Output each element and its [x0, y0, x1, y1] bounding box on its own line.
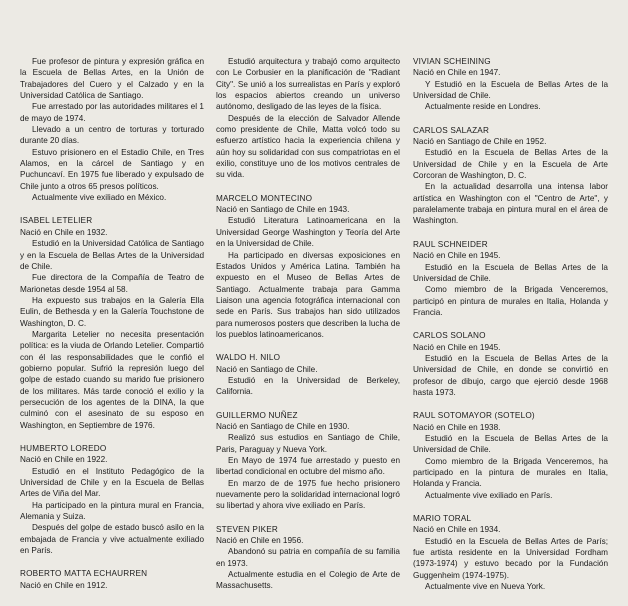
- birth-line: Nació en Chile en 1945.: [413, 342, 501, 352]
- artist-name: CARLOS SALAZAR: [413, 125, 490, 135]
- paragraph: En la actualidad desarrolla una intensa labor artística en Washington con el "Centro de Arte", y paralelamente trabaja en pintura mural en el área de Washington.: [413, 182, 608, 226]
- artist-entry: [413, 513, 608, 592]
- artist-name: MARCELO MONTECINO: [216, 193, 313, 203]
- paragraph: Ha participado en diversas exposiciones en Estados Unidos y América Latina. También ha expuesto en el Museo de Bellas Artes de Santiago. Actualmente trabaja para Gamma Liaison una agencia fotográfica internacional con sede en París. Sus trabajos han sido utilizados para numerosos posters que describen la lucha de los pueblos latinoamericanos.: [216, 250, 400, 339]
- paragraph: Actualmente vive exiliado en París.: [425, 490, 553, 500]
- artist-entry: [216, 524, 400, 592]
- paragraph: Actualmente reside en Londres.: [425, 102, 541, 112]
- paragraph: Estudió en la Universidad de Berkeley, California.: [216, 375, 400, 397]
- paragraph: Estudió Literatura Latinoamericana en la Universidad George Washington y Teoría del Arte en la Universidad de Chile.: [216, 216, 400, 249]
- paragraph: Margarita Letelier no necesita presentación política: es la viuda de Orlando Letelier. Compartió con él las responsabilidades que le confió el gobierno popular. Sufrió la represión luego del golpe de estado cuando su marido fue prisionero de los militares. Más tarde conoció el exilio y la persecución de los agentes de la DINA, la que culminó con el asesinato de su esposo en Washington, en Septiembre de 1976.: [20, 329, 204, 430]
- paragraph: Estudió en la Escuela de Bellas Artes de la Universidad de Chile.: [413, 262, 608, 283]
- birth-line: Nació en Santiago de Chile en 1930.: [216, 421, 350, 431]
- paragraph: Estudió en el Instituto Pedagógico de la Universidad de Chile y en la Escuela de Bellas Artes de Viña del Mar.: [20, 466, 204, 499]
- birth-line: Nació en Chile en 1947.: [413, 68, 501, 78]
- artist-entry: [20, 568, 204, 591]
- paragraph: Abandonó su patria en compañía de su familia en 1973.: [216, 547, 400, 568]
- birth-line: Nació en Santiago de Chile en 1943.: [216, 205, 350, 215]
- birth-line: Nació en Santiago de Chile en 1952.: [413, 137, 547, 147]
- birth-line: Nació en Santiago de Chile.: [216, 364, 318, 374]
- artist-entry: [20, 443, 204, 556]
- paragraph: Estudió en la Universidad Católica de Santiago y en la Escuela de Bellas Artes de la Universidad de Chile.: [20, 239, 204, 271]
- paragraph: Como miembro de la Brigada Venceremos, participó en pintura de murales en Italia, Holanda y Francia.: [413, 285, 608, 317]
- paragraph: Actualmente estudia en el Colegio de Arte de Massachusetts.: [216, 570, 400, 591]
- paragraph: Como miembro de la Brigada Venceremos, ha participado en la pintura de murales en Italia, Holanda y Francia.: [413, 456, 608, 489]
- artist-name: HUMBERTO LOREDO: [20, 444, 107, 453]
- artist-entry: [216, 410, 400, 512]
- paragraph: Estuvo prisionero en el Estadio Chile, en Tres Alamos, en la cárcel de Santiago y en Puchuncaví. En 1975 fue liberado y expulsado de Chile junto a otros 65 presos políticos.: [20, 147, 204, 191]
- paragraph: Y Estudió en la Escuela de Bellas Artes de la Universidad de Chile.: [413, 79, 608, 101]
- intro-section: [20, 56, 204, 203]
- paragraph: Estudió en la Escuela de Bellas Artes de la Universidad de Chile, en donde se convirtió en profesor de dibujo, cargo que ejerció desde 1968 hasta 1973.: [413, 353, 608, 397]
- paragraph: Llevado a un centro de torturas y torturado durante 20 días.: [20, 125, 204, 146]
- artist-name: RAUL SOTOMAYOR (SOTELO): [413, 411, 535, 421]
- artist-entry: [413, 330, 608, 398]
- artist-entry: [20, 215, 204, 431]
- birth-line: Nació en Chile en 1938.: [413, 422, 501, 432]
- paragraph: Después de la elección de Salvador Allende como presidente de Chile, Matta volcó todo su esfuerzo artístico hacia la experiencia chilena y aún hoy su solidaridad con sus compatriotas en el exilio, constituye uno de los motivos centrales de su vida.: [216, 113, 400, 180]
- paragraph: Fue arrestado por las autoridades militares el 1 de mayo de 1974.: [20, 102, 204, 123]
- artist-entry: [216, 193, 400, 340]
- column-1: [20, 56, 204, 603]
- paragraph: Estudió arquitectura y trabajó como arquitecto con Le Corbusier en la planificación de "Radiant City". Se unió a los surrealistas en París y exploró los espacios abiertos creando un universo autónomo, desligado de las leyes de la física.: [216, 57, 400, 112]
- paragraph: Actualmente vive exiliado en México.: [32, 193, 167, 203]
- paragraph: Después del golpe de estado buscó asilo en la embajada de Francia y vive actualmente exiliado en París.: [20, 523, 204, 556]
- paragraph: Realizó sus estudios en Santiago de Chile, Paris, Paraguay y Nueva York.: [216, 433, 400, 454]
- artist-name: GUILLERMO NUÑEZ: [216, 410, 298, 420]
- paragraph: En Mayo de 1974 fue arrestado y puesto en libertad condicional en octubre del mismo año.: [216, 456, 400, 477]
- paragraph: Fue profesor de pintura y expresión gráfica en la Escuela de Bellas Artes, en la Unión de Trabajadores del Cuero y el Calzado y en la Universidad Católica de Santiago.: [20, 57, 204, 101]
- paragraph: En marzo de de 1975 fue hecho prisionero nuevamente pero la solidaridad internacional logró su libertad y ahora vive exiliado en París.: [216, 478, 400, 511]
- birth-line: Nació en Chile en 1912.: [20, 580, 108, 590]
- column-2: [216, 56, 400, 604]
- artist-name: CARLOS SOLANO: [413, 331, 486, 341]
- artist-entry: [413, 56, 608, 113]
- artist-entry: [413, 239, 608, 318]
- paragraph: Estudió en la Escuela de Bellas Artes de la Universidad de Chile.: [413, 433, 608, 455]
- artist-name: ISABEL LETELIER: [20, 216, 93, 226]
- artist-name: MARIO TORAL: [413, 514, 472, 524]
- intro-section: [216, 56, 400, 181]
- paragraph: Ha participado en la pintura mural en Francia, Alemania y Suiza.: [20, 500, 204, 522]
- artist-name: VIVIAN SCHEINING: [413, 57, 491, 66]
- birth-line: Nació en Chile en 1932.: [20, 227, 108, 237]
- birth-line: Nació en Chile en 1922.: [20, 455, 108, 465]
- paragraph: Estudió en la Escuela de Bellas Artes de París; fue artista residente en la Universidad Fordham (1973-1974) y estuvo becado por la Fundación Guggenheim (1974-1975).: [413, 536, 608, 580]
- birth-line: Nació en Chile en 1956.: [216, 536, 304, 546]
- birth-line: Nació en Chile en 1945.: [413, 251, 501, 261]
- artist-name: WALDO H. NILO: [216, 353, 281, 363]
- paragraph: Estudió en la Escuela de Bellas Artes de la Universidad de Chile y en la Escuela de Arte Corcoran de Washington, D. C.: [413, 148, 608, 181]
- paragraph: Fue directora de la Compañía de Teatro de Marionetas desde 1954 al 58.: [20, 273, 204, 294]
- artist-name: ROBERTO MATTA ECHAURREN: [20, 569, 148, 579]
- artist-entry: [413, 125, 608, 227]
- artist-name: STEVEN PIKER: [216, 524, 279, 534]
- artist-entry: [216, 352, 400, 397]
- paragraph: Actualmente vive en Nueva York.: [425, 582, 546, 592]
- birth-line: Nació en Chile en 1934.: [413, 525, 501, 535]
- artist-name: RAUL SCHNEIDER: [413, 239, 488, 249]
- column-3: [413, 56, 608, 604]
- artist-entry: [413, 410, 608, 501]
- paragraph: Ha expuesto sus trabajos en la Galería Ella Eulin, de Bethesda y en la Galería Touchstone de Washington, D. C.: [20, 295, 204, 328]
